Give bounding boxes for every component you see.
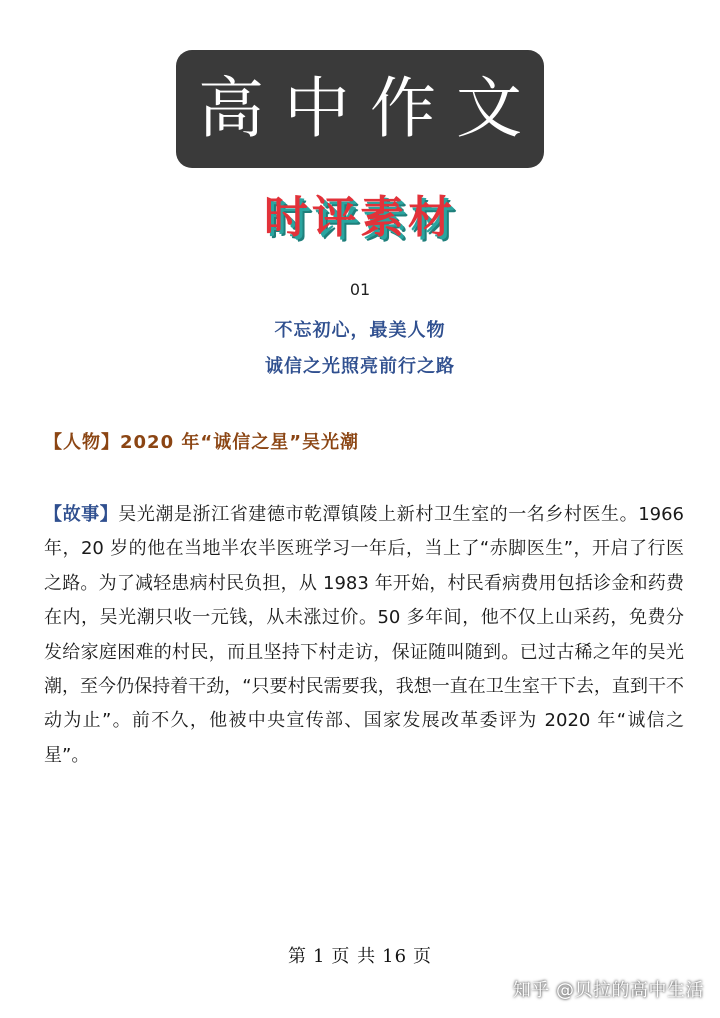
subtitle: 时评素材 <box>264 192 456 243</box>
page-total: 16 <box>382 946 408 967</box>
story-text: 吴光潮是浙江省建德市乾潭镇陵上新村卫生室的一名乡村医生。1966 年，20 岁的他在当地半农半医班学习一年后，当上了“赤脚医生”，开启了行医之路。为了减轻患病村民负担，从 1983 年开始，村民看病费用包括诊金和药费在内，吴光潮只收一元钱，从未涨过价。50 多年间，他不仅上山采药，免费分发给家庭困难的村民，而且坚持下村走访，保证随叫随到。已过古稀之年的吴光潮，至今仍保持着干劲，“只要村民需要我，我想一直在卫生室干下去，直到干不动为止”。前不久，他被中央宣传部、国家发展改革委评为 2020 年“诚信之星”。 <box>44 504 685 766</box>
story-label: 【故事】 <box>44 504 119 525</box>
page-title: 高中作文 <box>198 70 542 147</box>
section-heading-1: 不忘初心，最美人物 <box>274 320 446 341</box>
title-banner <box>176 50 544 168</box>
watermark: 知乎 @贝拉的高中生活 <box>512 980 704 1001</box>
story-paragraph <box>44 498 684 773</box>
page-suffix: 页 <box>413 946 433 967</box>
page-current: 1 <box>312 946 326 967</box>
page-number <box>0 942 720 968</box>
person-line: 【人物】2020 年“诚信之星”吴光潮 <box>44 432 360 453</box>
page-mid: 页 共 <box>331 946 377 967</box>
section-number: 01 <box>349 280 371 299</box>
page-prefix: 第 <box>287 946 307 967</box>
section-heading-2: 诚信之光照亮前行之路 <box>265 356 455 377</box>
